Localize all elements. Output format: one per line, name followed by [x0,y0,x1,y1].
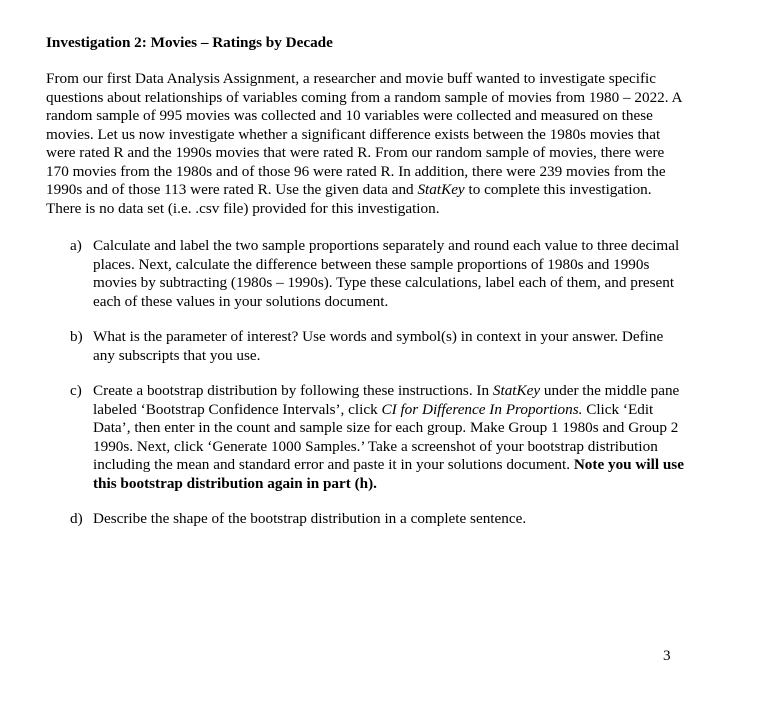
intro-paragraph [46,70,686,218]
question-text-d: Describe the shape of the bootstrap distribution in a complete sentence. [93,510,527,527]
question-label-a: a) [70,237,82,254]
intro-text-1: From our first Data Analysis Assignment, a researcher and movie buff wanted to investigate specific questions about relationships of variables coming from a random sample of movies from 1980 – 2022. A random sample of 995 movies was collected and 10 variables were collected and measured on these movies. Let us now investigate whether a significant difference exists between the 1980s movies that were rated R and the 1990s movies that were rated R. From our random sample of movies, there were 170 movies from the 1980s and of those 96 were rated R. In addition, there were 239 movies from the 1990s and of those 113 were rated R. Use the given data and [46,70,682,198]
question-item-d [46,510,686,529]
question-label-d: d) [70,510,83,527]
page-number: 3 [663,647,671,664]
question-text-b: What is the parameter of interest? Use words and symbol(s) in context in your answer. Define any subscripts that you use. [93,328,664,364]
intro-text-2: to complete this investigation. There is no data set (i.e. .csv file) provided for this investigation. [46,181,652,217]
question-label-b: b) [70,328,83,345]
question-c-bold-note: Note you will use this bootstrap distribution again in part (h). [93,456,684,492]
question-list [46,237,686,529]
question-item-c [46,382,686,493]
question-c-ci-link-text: CI for Difference In Proportions. [381,400,583,418]
intro-statkey: StatKey [417,181,465,198]
question-item-a [46,237,686,311]
question-item-b [46,328,686,365]
question-c-statkey: StatKey [492,382,541,399]
document-page [46,34,686,546]
question-c-part-1: Create a bootstrap distribution by following these instructions. In [93,382,493,399]
question-c-part-2: under the middle pane labeled ‘Bootstrap Confidence Intervals’, click [93,382,680,418]
question-label-c: c) [70,382,82,399]
question-text-c [93,382,686,493]
question-c-part-3: Click ‘Edit Data’, then enter in the count and sample size for each group. Make Group 1 1980s and Group 2 1990s. Next, click ‘Generate 1000 Samples.’ Take a screenshot of your bootstrap distribution including the mean and standard error and paste it in your solutions document. [93,400,679,473]
investigation-heading: Investigation 2: Movies – Ratings by Decade [46,34,333,51]
question-text-a: Calculate and label the two sample proportions separately and round each value to three decimal places. Next, calculate the difference between these sample proportions of 1980s and 1990s movies by subtracting (1980s – 1990s). Type these calculations, label each of them, and present each of these values in your solutions document. [93,237,680,310]
